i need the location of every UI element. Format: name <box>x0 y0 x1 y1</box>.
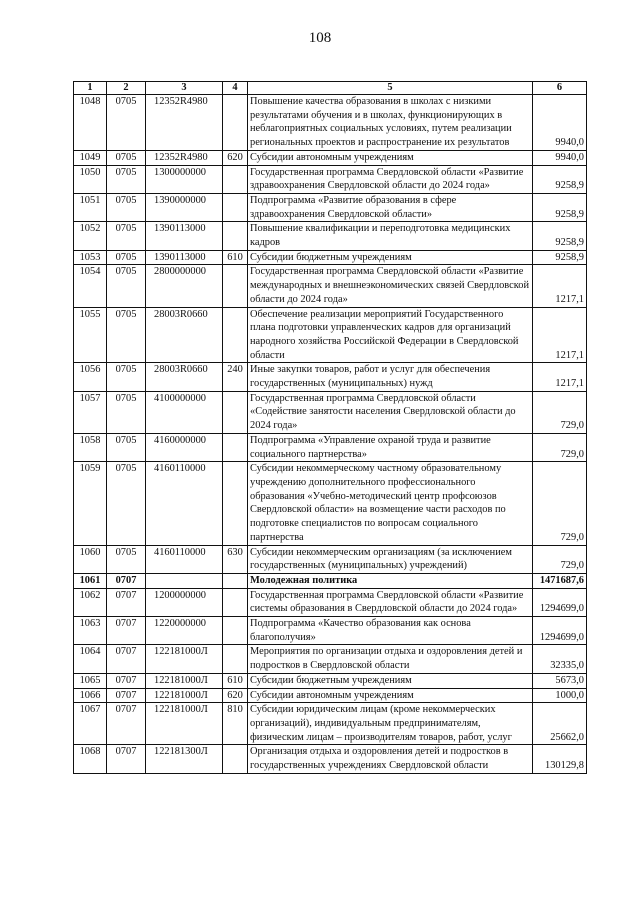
row-number: 1055 <box>74 307 107 363</box>
item-name: Мероприятия по организации отдыха и оздоровления детей и подростков в Свердловской области <box>248 645 533 673</box>
section-code: 0707 <box>107 688 146 703</box>
table-row <box>74 462 587 545</box>
target-article-code: 1300000000 <box>146 165 223 193</box>
section-code: 0705 <box>107 193 146 221</box>
table-row <box>74 193 587 221</box>
item-name: Субсидии юридическим лицам (кроме некоммерческих организаций), индивидуальным предпринимателям, физическим лицам – производителям товаров, работ, услуг <box>248 703 533 745</box>
page-number: 108 <box>308 30 332 46</box>
expense-type-code: 610 <box>223 673 248 688</box>
expense-type-code <box>223 95 248 151</box>
amount: 729,0 <box>533 545 587 573</box>
table-row <box>74 745 587 773</box>
amount: 729,0 <box>533 462 587 545</box>
target-article-code: 122181000Л <box>146 645 223 673</box>
amount: 729,0 <box>533 391 587 433</box>
section-code: 0705 <box>107 433 146 461</box>
section-code: 0705 <box>107 391 146 433</box>
table-row <box>74 703 587 745</box>
expense-type-code <box>223 462 248 545</box>
table-row <box>74 363 587 391</box>
header-col-6: 6 <box>533 82 587 95</box>
amount: 1294699,0 <box>533 617 587 645</box>
section-code: 0707 <box>107 573 146 588</box>
section-code: 0707 <box>107 645 146 673</box>
section-code: 0705 <box>107 265 146 307</box>
expense-type-code <box>223 222 248 250</box>
amount: 1217,1 <box>533 307 587 363</box>
target-article-code: 122181000Л <box>146 673 223 688</box>
row-number: 1065 <box>74 673 107 688</box>
expense-type-code: 610 <box>223 250 248 265</box>
item-name: Иные закупки товаров, работ и услуг для обеспечения государственных (муниципальных) нужд <box>248 363 533 391</box>
item-name: Государственная программа Свердловской области «Развитие международных и внешнеэкономических связей Свердловской области до 2024 года» <box>248 265 533 307</box>
item-name: Субсидии бюджетным учреждениям <box>248 673 533 688</box>
row-number: 1062 <box>74 588 107 616</box>
target-article-code: 28003R0660 <box>146 363 223 391</box>
section-code: 0705 <box>107 250 146 265</box>
item-name: Государственная программа Свердловской области «Содействие занятости населения Свердловской области до 2024 года» <box>248 391 533 433</box>
item-name: Повышение квалификации и переподготовка медицинских кадров <box>248 222 533 250</box>
header-col-1: 1 <box>74 82 107 95</box>
section-code: 0705 <box>107 95 146 151</box>
header-col-5: 5 <box>248 82 533 95</box>
target-article-code: 1220000000 <box>146 617 223 645</box>
row-number: 1056 <box>74 363 107 391</box>
table-row <box>74 222 587 250</box>
row-number: 1053 <box>74 250 107 265</box>
target-article-code: 1390000000 <box>146 193 223 221</box>
expense-type-code <box>223 573 248 588</box>
expense-type-code: 810 <box>223 703 248 745</box>
target-article-code: 12352R4980 <box>146 95 223 151</box>
amount: 1217,1 <box>533 363 587 391</box>
table-row <box>74 673 587 688</box>
row-number: 1066 <box>74 688 107 703</box>
amount: 130129,8 <box>533 745 587 773</box>
row-number: 1067 <box>74 703 107 745</box>
expense-type-code <box>223 307 248 363</box>
row-number: 1058 <box>74 433 107 461</box>
amount: 32335,0 <box>533 645 587 673</box>
item-name: Организация отдыха и оздоровления детей и подростков в государственных учреждениях Свердловской области <box>248 745 533 773</box>
target-article-code: 122181300Л <box>146 745 223 773</box>
row-number: 1064 <box>74 645 107 673</box>
expense-type-code <box>223 745 248 773</box>
amount: 9258,9 <box>533 165 587 193</box>
item-name: Обеспечение реализации мероприятий Государственного плана подготовки управленческих кадров для организаций народного хозяйства Российской Федерации в Свердловской области <box>248 307 533 363</box>
section-code: 0705 <box>107 150 146 165</box>
table-row <box>74 688 587 703</box>
section-code: 0705 <box>107 307 146 363</box>
amount: 25662,0 <box>533 703 587 745</box>
amount: 729,0 <box>533 433 587 461</box>
target-article-code: 12352R4980 <box>146 150 223 165</box>
item-name: Субсидии некоммерческому частному образовательному учреждению дополнительного профессионального образования «Учебно-методический центр профсоюзов Свердловской области» на возмещение части расходов по подготовке специалистов по вопросам социального партнерства <box>248 462 533 545</box>
target-article-code: 1390113000 <box>146 250 223 265</box>
item-name: Государственная программа Свердловской области «Развитие здравоохранения Свердловской области до 2024 года» <box>248 165 533 193</box>
target-article-code <box>146 573 223 588</box>
amount: 9940,0 <box>533 150 587 165</box>
section-code: 0707 <box>107 745 146 773</box>
item-name: Подпрограмма «Качество образования как основа благополучия» <box>248 617 533 645</box>
header-row <box>74 82 587 95</box>
item-name: Субсидии автономным учреждениям <box>248 688 533 703</box>
expense-type-code <box>223 193 248 221</box>
row-number: 1068 <box>74 745 107 773</box>
row-number: 1051 <box>74 193 107 221</box>
target-article-code: 4160110000 <box>146 462 223 545</box>
row-number: 1050 <box>74 165 107 193</box>
expense-type-code: 620 <box>223 150 248 165</box>
header-col-4: 4 <box>223 82 248 95</box>
expense-type-code <box>223 391 248 433</box>
expense-type-code <box>223 433 248 461</box>
target-article-code: 1200000000 <box>146 588 223 616</box>
table-row <box>74 433 587 461</box>
row-number: 1059 <box>74 462 107 545</box>
target-article-code: 1390113000 <box>146 222 223 250</box>
amount: 9940,0 <box>533 95 587 151</box>
target-article-code: 122181000Л <box>146 703 223 745</box>
table-row <box>74 265 587 307</box>
row-number: 1060 <box>74 545 107 573</box>
expense-type-code <box>223 645 248 673</box>
header-col-3: 3 <box>146 82 223 95</box>
section-code: 0705 <box>107 462 146 545</box>
item-name: Молодежная политика <box>248 573 533 588</box>
item-name: Подпрограмма «Управление охраной труда и развитие социального партнерства» <box>248 433 533 461</box>
row-number: 1061 <box>74 573 107 588</box>
section-code: 0705 <box>107 545 146 573</box>
amount: 9258,9 <box>533 222 587 250</box>
item-name: Субсидии автономным учреждениям <box>248 150 533 165</box>
table-body <box>74 95 587 774</box>
amount: 1471687,6 <box>533 573 587 588</box>
table-row <box>74 165 587 193</box>
item-name: Субсидии бюджетным учреждениям <box>248 250 533 265</box>
expense-type-code <box>223 617 248 645</box>
table-row <box>74 307 587 363</box>
table-row <box>74 250 587 265</box>
expense-type-code: 630 <box>223 545 248 573</box>
row-number: 1063 <box>74 617 107 645</box>
header-col-2: 2 <box>107 82 146 95</box>
target-article-code: 2800000000 <box>146 265 223 307</box>
amount: 9258,9 <box>533 250 587 265</box>
section-code: 0707 <box>107 673 146 688</box>
section-code: 0707 <box>107 588 146 616</box>
target-article-code: 28003R0660 <box>146 307 223 363</box>
target-article-code: 122181000Л <box>146 688 223 703</box>
section-code: 0707 <box>107 617 146 645</box>
target-article-code: 4160000000 <box>146 433 223 461</box>
row-number: 1057 <box>74 391 107 433</box>
section-code: 0705 <box>107 222 146 250</box>
table-row <box>74 645 587 673</box>
row-number: 1052 <box>74 222 107 250</box>
expense-type-code <box>223 265 248 307</box>
table-row <box>74 150 587 165</box>
item-name: Подпрограмма «Развитие образования в сфере здравоохранения Свердловской области» <box>248 193 533 221</box>
expense-type-code: 620 <box>223 688 248 703</box>
target-article-code: 4160110000 <box>146 545 223 573</box>
table-row <box>74 391 587 433</box>
item-name: Субсидии некоммерческим организациям (за исключением государственных (муниципальных) учреждений) <box>248 545 533 573</box>
table-row <box>74 617 587 645</box>
section-code: 0705 <box>107 363 146 391</box>
table-row <box>74 588 587 616</box>
table-row <box>74 573 587 588</box>
row-number: 1049 <box>74 150 107 165</box>
section-code: 0707 <box>107 703 146 745</box>
table-row <box>74 95 587 151</box>
row-number: 1048 <box>74 95 107 151</box>
amount: 1294699,0 <box>533 588 587 616</box>
amount: 1000,0 <box>533 688 587 703</box>
item-name: Государственная программа Свердловской области «Развитие системы образования в Свердловской области до 2024 года» <box>248 588 533 616</box>
expense-type-code <box>223 165 248 193</box>
target-article-code: 4100000000 <box>146 391 223 433</box>
section-code: 0705 <box>107 165 146 193</box>
amount: 9258,9 <box>533 193 587 221</box>
amount: 5673,0 <box>533 673 587 688</box>
budget-table <box>73 81 587 774</box>
expense-type-code <box>223 588 248 616</box>
item-name: Повышение качества образования в школах с низкими результатами обучения и в школах, функционирующих в неблагоприятных социальных условиях, путем реализации региональных проектов и распространение их результатов <box>248 95 533 151</box>
row-number: 1054 <box>74 265 107 307</box>
amount: 1217,1 <box>533 265 587 307</box>
table-row <box>74 545 587 573</box>
expense-type-code: 240 <box>223 363 248 391</box>
table-header <box>74 82 587 95</box>
